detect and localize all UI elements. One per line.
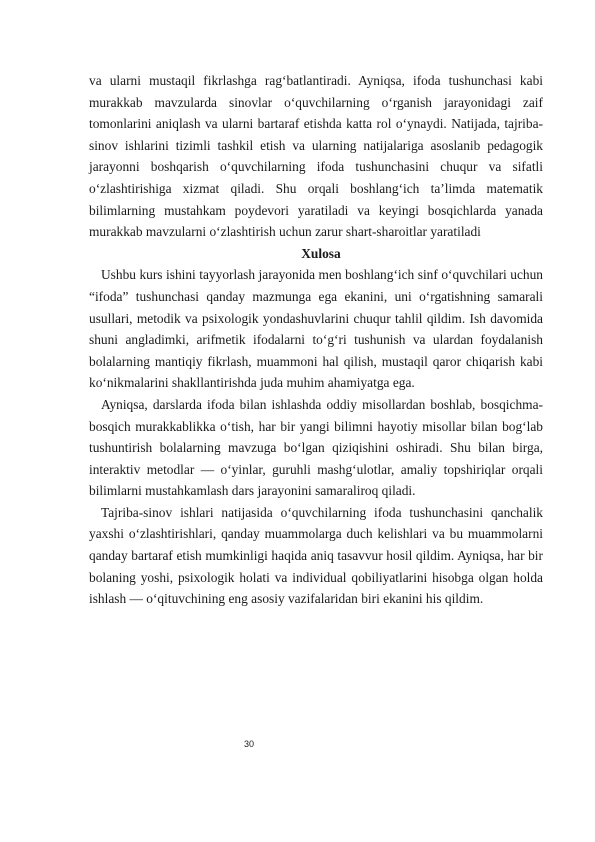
page-content [89, 70, 543, 610]
paragraph-intro: va ularni mustaqil fikrlashga rag‘batlantiradi. Ayniqsa, ifoda tushunchasi kabi murakkab mavzularda sinovlar o‘quvchilarning o‘rganish jarayonidagi zaif tomonlarini aniqlash va ularni bartaraf etishda katta rol o‘ynaydi. Natijada, tajriba-sinov ishlarini tizimli tashkil etish va ularning natijalariga asoslanib pedagogik jarayonni boshqarish o‘quvchilarning ifoda tushunchasini chuqur va sifatli o‘zlashtirishiga xizmat qiladi. Shu orqali boshlang‘ich ta’limda matematik bilimlarning mustahkam poydevori yaratiladi va keyingi bosqichlarda yanada murakkab mavzularni o‘zlashtirish uchun zarur shart-sharoitlar yaratiladi [89, 73, 543, 240]
paragraph-conclusion-2: Ayniqsa, darslarda ifoda bilan ishlashda oddiy misollardan boshlab, bosqichma-bosqich murakkablikka o‘tish, har bir yangi bilimni hayotiy misollar bilan bog‘lab tushuntirish bolalarning mavzuga bo‘lgan qiziqishini oshiradi. Shu bilan birga, interaktiv metodlar — o‘yinlar, guruhli mashg‘ulotlar, amaliy topshiriqlar orqali bilimlarni mustahkamlash dars jarayonini samaraliroq qiladi. [89, 396, 543, 499]
paragraph-conclusion-1: Ushbu kurs ishini tayyorlash jarayonida men boshlang‘ich sinf o‘quvchilari uchun “ifoda” tushunchasi qanday mazmunga ega ekanini, uni o‘rgatishning samarali usullari, metodik va psixologik yondashuvlarini chuqur tahlil qildim. Ish davomida shuni angladimki, arifmetik ifodalarni to‘g‘ri tushunish va ulardan foydalanish bolalarning mantiqiy fikrlash, muammoni hal qilish, mustaqil qaror chiqarish kabi ko‘nikmalarini shakllantirishda juda muhim ahamiyatga ega. [89, 267, 543, 391]
page-number: 30 [244, 739, 255, 749]
section-heading: Xulosa [301, 245, 341, 261]
paragraph-conclusion-3: Tajriba-sinov ishlari natijasida o‘quvchilarning ifoda tushunchasini qanchalik yaxshi o‘zlashtirishlari, qanday muammolarga duch kelishlari va bu muammolarni qanday bartaraf etish mumkinligi haqida aniq tasavvur hosil qildim. Ayniqsa, har bir bolaning yoshi, psixologik holati va individual qobiliyatlarini hisobga olgan holda ishlash — o‘qituvchining eng asosiy vazifalaridan biri ekanini his qildim. [89, 504, 543, 607]
